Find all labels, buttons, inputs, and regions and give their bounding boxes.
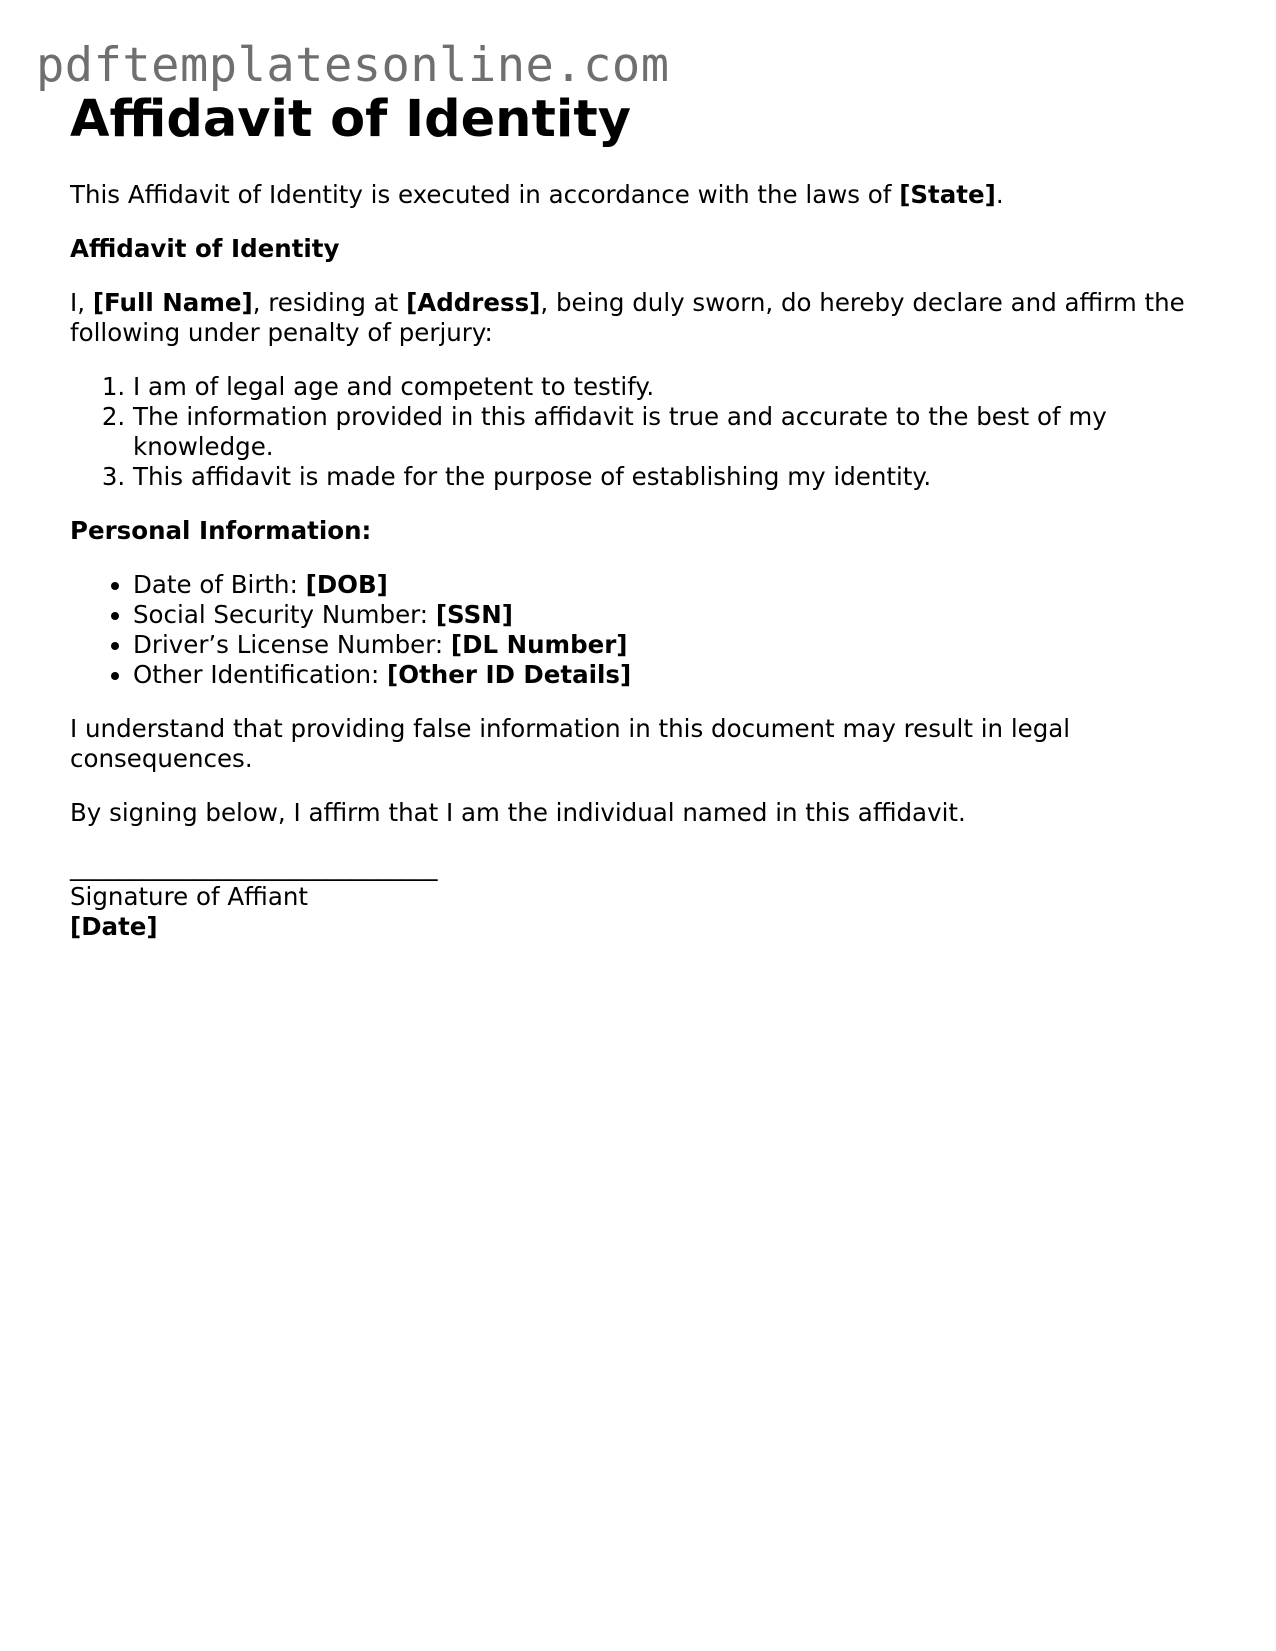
other-id-placeholder: [Other ID Details] xyxy=(387,660,632,689)
intro-end: . xyxy=(995,180,1004,209)
signature-line: ______________________________ xyxy=(70,852,438,881)
personal-info-item-dob xyxy=(133,570,1220,600)
personal-info-item-dl xyxy=(133,630,1220,660)
statement-item: 3. This affidavit is made for the purpose of establishing my identity. xyxy=(133,462,1220,492)
declaration-middle: , residing at xyxy=(252,288,407,317)
dl-placeholder: [DL Number] xyxy=(450,630,628,659)
dob-label: Date of Birth: xyxy=(133,570,306,599)
personal-info-heading: Personal Information: xyxy=(70,516,372,545)
other-id-label: Other Identification: xyxy=(133,660,388,689)
watermark: pdftemplatesonline.com xyxy=(36,38,670,93)
declaration-suffix: , being duly sworn, do hereby declare and affirm the following under penalty of perjury: xyxy=(70,288,1185,347)
document-body xyxy=(70,88,1220,942)
statement-item: 2. The information provided in this affidavit is true and accurate to the best of my knowledge. xyxy=(133,402,1220,462)
declaration-prefix: I, xyxy=(70,288,93,317)
personal-info-list xyxy=(70,570,1220,690)
section-heading: Affidavit of Identity xyxy=(70,234,340,263)
date-placeholder: [Date] xyxy=(70,912,158,941)
statements-list xyxy=(70,372,1220,492)
intro-paragraph xyxy=(70,180,1220,210)
dl-label: Driver’s License Number: xyxy=(133,630,451,659)
state-placeholder: [State] xyxy=(899,180,996,209)
page-title: Affidavit of Identity xyxy=(70,90,631,149)
address-placeholder: [Address] xyxy=(406,288,541,317)
consequences-paragraph: I understand that providing false information in this document may result in legal consequences. xyxy=(70,714,1071,773)
ssn-label: Social Security Number: xyxy=(133,600,436,629)
declaration-paragraph xyxy=(70,288,1220,348)
intro-text: This Affidavit of Identity is executed in accordance with the laws of xyxy=(70,180,900,209)
signing-statement: By signing below, I affirm that I am the individual named in this affidavit. xyxy=(70,798,966,827)
statement-item: 1. I am of legal age and competent to testify. xyxy=(133,372,1220,402)
signature-label: Signature of Affiant xyxy=(70,882,308,911)
personal-info-item-other-id xyxy=(133,660,1220,690)
full-name-placeholder: [Full Name] xyxy=(92,288,253,317)
personal-info-item-ssn xyxy=(133,600,1220,630)
ssn-placeholder: [SSN] xyxy=(435,600,513,629)
signature-block xyxy=(70,852,1220,942)
dob-placeholder: [DOB] xyxy=(305,570,388,599)
